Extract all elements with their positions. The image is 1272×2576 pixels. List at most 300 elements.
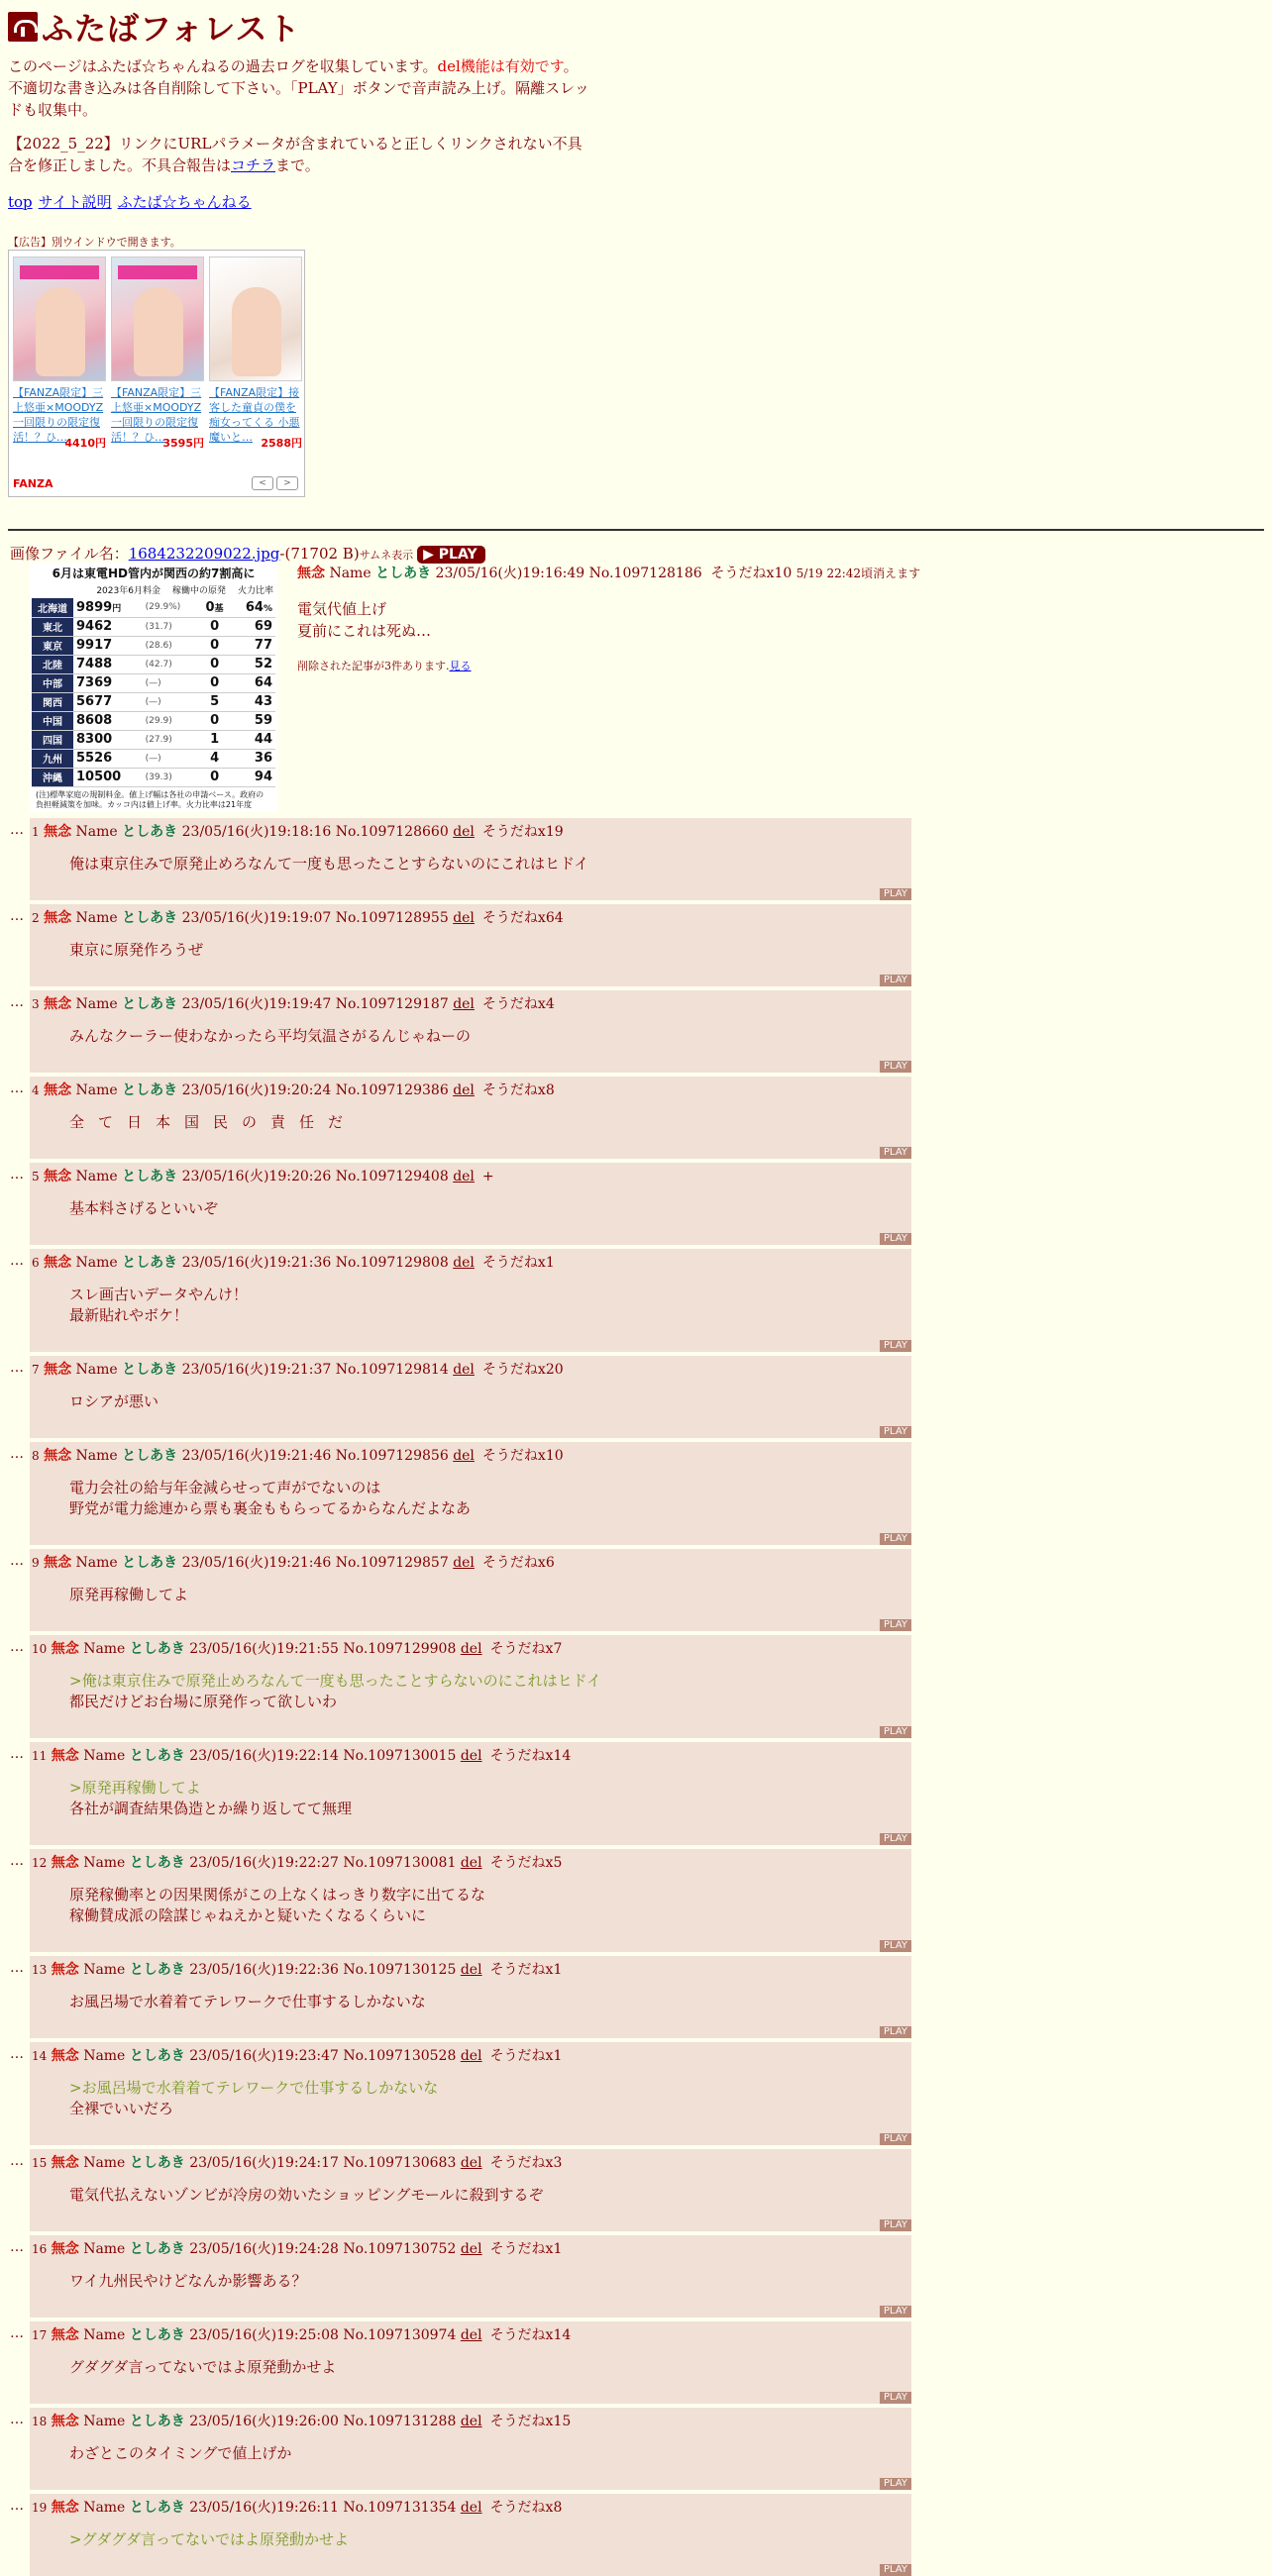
divider [8, 529, 1264, 531]
reply-dots-icon: … [10, 1960, 24, 1976]
op-text-line: 電気代値上げ [297, 600, 387, 618]
thumb-sub-col: 火力比率 [237, 586, 273, 596]
site-notice [8, 133, 592, 176]
ad-product-image[interactable] [111, 257, 204, 381]
reply-soudane[interactable]: そうだねx1 [489, 2241, 563, 2257]
reply-header [30, 1849, 911, 1873]
reply-text [69, 1198, 911, 1219]
reply-post-number: No.1097129187 [335, 996, 449, 1012]
thumb-price: 9462 [76, 619, 113, 634]
reply-subject: 無念 [44, 1082, 72, 1098]
reply-box [30, 1077, 911, 1159]
reply-play-button[interactable]: PLAY [880, 2133, 911, 2145]
reply-post-number: No.1097130752 [343, 2241, 457, 2257]
thumb-reactor-cell [198, 730, 231, 749]
thumb-reactor-cell [198, 749, 231, 768]
thumb-reactor-cell [198, 692, 231, 711]
reply-play-button[interactable]: PLAY [880, 2026, 911, 2038]
reply-del-link[interactable]: del [453, 996, 475, 1012]
reply-text-line: グダグダ言ってないではよ原発動かせよ [69, 2358, 337, 2376]
reply-play-button[interactable]: PLAY [880, 1426, 911, 1438]
reply-dots-icon: … [10, 822, 24, 838]
reply-subject: 無念 [44, 996, 72, 1012]
reply-soudane[interactable]: そうだねx1 [489, 1962, 563, 1978]
reply-number: 15 [32, 2156, 48, 2170]
reply-text-line: みんなクーラー使わなかったら平均気温さがるんじゃねーの [69, 1027, 472, 1045]
reply-quote-line: >原発再稼働してよ [69, 1779, 201, 1797]
reply-subject: 無念 [51, 2500, 79, 2516]
reply-soudane[interactable]: そうだねx15 [489, 2414, 572, 2429]
site-intro [8, 55, 592, 121]
ad-item[interactable] [13, 257, 106, 451]
ad-item[interactable] [111, 257, 204, 451]
thumb-reactor-unit: 基 [214, 603, 224, 614]
thumb-thermal: 77 [254, 638, 272, 653]
fanza-logo[interactable]: FANZA [13, 477, 53, 490]
reply-play-button[interactable]: PLAY [880, 2478, 911, 2490]
reply-box [30, 1849, 911, 1952]
reply-text [69, 2443, 911, 2464]
reply-date: 23/05/16(火)19:22:14 [189, 1748, 339, 1764]
reply-name: としあき [129, 2155, 185, 2171]
thumb-thermal: 94 [254, 770, 272, 784]
reply-date: 23/05/16(火)19:21:55 [189, 1641, 339, 1657]
reply-name-label: Name [83, 1855, 126, 1871]
reply-del-link[interactable]: del [460, 1962, 482, 1978]
reply-number: 11 [32, 1749, 48, 1763]
reply-name: としあき [129, 2327, 185, 2343]
reply-number: 10 [32, 1642, 48, 1656]
reply-name-label: Name [75, 1255, 118, 1271]
reply-soudane[interactable]: そうだねx7 [489, 1641, 563, 1657]
reply-text-line: 各社が調査結果偽造とか繰り返してて無理 [69, 1800, 353, 1817]
reply-del-link[interactable]: del [453, 1255, 475, 1271]
reply-soudane[interactable]: そうだねx14 [489, 2327, 572, 2343]
reply-del-link[interactable]: del [460, 1855, 482, 1871]
reply-name: としあき [122, 824, 178, 840]
deleted-text: 削除された記事が3件あります. [297, 660, 450, 672]
reply-name-label: Name [83, 2048, 126, 2064]
reply-play-button[interactable]: PLAY [880, 1147, 911, 1159]
reply-header [30, 2042, 911, 2066]
reply-header [30, 2149, 911, 2173]
reply-text-line: 都民だけどお台場に原発作って欲しいわ [69, 1693, 338, 1710]
reply-date: 23/05/16(火)19:22:36 [189, 1962, 339, 1978]
reply-text [69, 1671, 911, 1712]
reply-del-link[interactable]: del [453, 1082, 475, 1098]
reply-play-button[interactable]: PLAY [880, 2564, 911, 2576]
reply-dots-icon: … [10, 1553, 24, 1569]
reply-date: 23/05/16(火)19:21:46 [181, 1555, 332, 1571]
thumb-reactor-cell [198, 636, 231, 655]
reply-soudane[interactable]: そうだねx8 [481, 1082, 555, 1098]
op-expire: 5/19 22:42頃消えます [795, 567, 921, 580]
reply-soudane[interactable]: そうだねx6 [481, 1555, 555, 1571]
reply-number: 8 [32, 1449, 40, 1463]
reply-del-link[interactable]: del [460, 2048, 482, 2064]
reply-dots-icon: … [10, 2498, 24, 2514]
reply-subject: 無念 [51, 1748, 79, 1764]
reply-number: 9 [32, 1556, 40, 1570]
reply-text-line: ワイ九州民やけどなんか影響ある？ [69, 2272, 307, 2290]
reply-header [30, 2235, 911, 2259]
reply-name: としあき [129, 2241, 185, 2257]
reply-play-button[interactable]: PLAY [880, 1833, 911, 1845]
reply-dots-icon: … [10, 1081, 24, 1096]
thumb-reactor: 1 [210, 732, 220, 747]
reply-name-label: Name [83, 1962, 126, 1978]
reply-soudane[interactable]: そうだねx64 [481, 910, 564, 926]
reply-dots-icon: … [10, 2046, 24, 2062]
reply-name: としあき [122, 996, 178, 1012]
thumb-pct: (42.7) [143, 655, 199, 673]
reply-post-number: No.1097130528 [343, 2048, 457, 2064]
reply-post-number: No.1097130974 [343, 2327, 457, 2343]
reply-soudane[interactable]: そうだねx20 [481, 1362, 564, 1378]
ad-next-button[interactable]: > [276, 476, 298, 490]
reply-date: 23/05/16(火)19:20:24 [181, 1082, 332, 1098]
op-text [297, 598, 991, 642]
reply-del-link[interactable]: del [453, 1362, 475, 1378]
reply-date: 23/05/16(火)19:21:46 [181, 1448, 332, 1464]
reply-text-line: ロシアが悪い [69, 1392, 159, 1410]
thumb-pct: (—) [143, 673, 199, 692]
reply-subject: 無念 [51, 1855, 79, 1871]
thumb-reactor: 0 [210, 619, 220, 634]
reply-box [30, 1249, 911, 1352]
reply-number: 3 [32, 997, 40, 1011]
reply-number: 16 [32, 2242, 48, 2256]
reply-box [30, 2235, 911, 2318]
thumb-reactor-cell [198, 655, 231, 673]
thumb-reactor-cell [198, 673, 231, 692]
nav-top-link[interactable]: top [8, 193, 33, 211]
reply-text [69, 2271, 911, 2292]
reply-del-link[interactable]: del [460, 2241, 482, 2257]
reply-name-label: Name [75, 1362, 118, 1378]
thumb-thermal: 64 [254, 675, 272, 690]
reply-dots-icon: … [10, 1446, 24, 1462]
reply-box [30, 904, 911, 986]
ad-product-price: 3595円 [162, 437, 204, 450]
thumb-row [32, 730, 275, 749]
reply-soudane[interactable]: そうだねx1 [481, 1255, 555, 1271]
reply-post-number: No.1097129908 [343, 1641, 457, 1657]
reply-subject: 無念 [51, 1641, 79, 1657]
reply-name-label: Name [83, 2155, 126, 2171]
reply-text-line: 基本料さげるといいぞ [69, 1199, 219, 1217]
op-post [297, 563, 991, 673]
reply-date: 23/05/16(火)19:23:47 [189, 2048, 339, 2064]
reply-subject: 無念 [44, 824, 72, 840]
reply-play-button[interactable]: PLAY [880, 1940, 911, 1952]
reply-post-number: No.1097130125 [343, 1962, 457, 1978]
reply-del-link[interactable]: del [453, 1169, 475, 1185]
site-title: ふたばフォレスト [42, 10, 301, 48]
thumb-price: 9899 [76, 599, 113, 615]
reply-play-button[interactable]: PLAY [880, 1533, 911, 1545]
deleted-show-link[interactable]: 見る [449, 660, 472, 672]
thumb-reactor-cell [198, 768, 231, 786]
reply-play-button[interactable]: PLAY [880, 1619, 911, 1631]
reply-name: としあき [129, 2048, 185, 2064]
thumb-price-cell [73, 673, 143, 692]
thumb-price-cell [73, 655, 143, 673]
reply-box [30, 818, 911, 900]
reply-text [69, 1391, 911, 1412]
op-soudane[interactable]: そうだねx10 [710, 566, 793, 581]
thumb-pct: (28.6) [143, 636, 199, 655]
thumb-reactor: 0 [210, 770, 220, 784]
reply-play-button[interactable]: PLAY [880, 1061, 911, 1073]
reply-del-link[interactable]: del [460, 1641, 482, 1657]
reply-dots-icon: … [10, 994, 24, 1010]
reply-quote-line: >お風呂場で水着着てテレワークで仕事するしかないな [69, 2079, 439, 2097]
reply-name-label: Name [75, 824, 118, 840]
reply-soudane[interactable]: そうだねx8 [489, 2500, 563, 2516]
thumb-price: 7369 [76, 675, 113, 690]
reply-dots-icon: … [10, 2239, 24, 2255]
thumb-sub-col: 2023年6月料金 [96, 586, 160, 596]
reply-text [69, 2185, 911, 2206]
reply-header [30, 1635, 911, 1659]
thumb-thermal-cell [231, 636, 275, 655]
reply-name-label: Name [83, 2414, 126, 2429]
nav-about-link[interactable]: サイト説明 [38, 193, 112, 211]
thumb-pct: (31.7) [143, 617, 199, 636]
reply-play-button[interactable]: PLAY [880, 1340, 911, 1352]
op-header [297, 563, 991, 582]
thumb-reactor: 0 [210, 675, 220, 690]
reply-box [30, 1742, 911, 1845]
file-label: 画像ファイル名： [10, 545, 129, 563]
reply-text [69, 2078, 911, 2119]
reply-header [30, 904, 911, 928]
reply-dots-icon: … [10, 1639, 24, 1655]
thumb-thermal-cell [231, 673, 275, 692]
reply-name: としあき [122, 1255, 178, 1271]
reply-text [69, 2529, 911, 2550]
reply-name-label: Name [75, 1169, 118, 1185]
reply-header [30, 1956, 911, 1980]
thumb-region: 四国 [32, 730, 73, 749]
reply-date: 23/05/16(火)19:21:37 [181, 1362, 332, 1378]
thumb-subtitle [30, 583, 277, 596]
thumb-thermal-cell [231, 617, 275, 636]
thumb-thermal: 64 [245, 599, 264, 615]
thumb-reactor: 5 [210, 694, 220, 709]
reply-header [30, 2408, 911, 2431]
notice-tail: まで。 [275, 156, 320, 174]
op-play-button[interactable]: ▶ PLAY [417, 546, 484, 564]
thumb-price-cell [73, 598, 143, 617]
thumb-row [32, 768, 275, 786]
reply-name: としあき [122, 1362, 178, 1378]
reply-text-line: わざとこのタイミングで値上げか [69, 2444, 292, 2462]
thumb-region: 中部 [32, 673, 73, 692]
thumb-reactor-cell [198, 598, 231, 617]
reply-box [30, 1956, 911, 2038]
op-file-line [10, 543, 485, 564]
thumb-unit: 円 [112, 603, 122, 614]
reply-play-button[interactable]: PLAY [880, 1726, 911, 1738]
reply-post-number: No.1097129856 [335, 1448, 449, 1464]
reply-subject: 無念 [44, 1169, 72, 1185]
reply-name-label: Name [83, 2241, 126, 2257]
thumb-price: 8300 [76, 732, 113, 747]
reply-text-line: 全て日本国民の責任だ [69, 1113, 358, 1131]
thumb-row [32, 636, 275, 655]
reply-text [69, 940, 911, 961]
reply-subject: 無念 [44, 910, 72, 926]
reply-play-button[interactable]: PLAY [880, 2392, 911, 2404]
reply-subject: 無念 [51, 2048, 79, 2064]
reply-del-link[interactable]: del [460, 2327, 482, 2343]
reply-number: 4 [32, 1083, 40, 1097]
reply-text [69, 1478, 911, 1519]
reply-text [69, 1885, 911, 1926]
reply-del-link[interactable]: del [460, 2155, 482, 2171]
thumb-region: 東北 [32, 617, 73, 636]
ad-pager [249, 470, 298, 490]
reply-soudane[interactable]: そうだねx3 [489, 2155, 563, 2171]
ad-product-title[interactable]: 【FANZA限定】三上悠亜×MOODYZ 一回限りの限定復活！？ひ… [111, 386, 202, 444]
thumb-region: 東京 [32, 636, 73, 655]
nav-futaba-link[interactable]: ふたば☆ちゃんねる [117, 193, 252, 211]
thumb-thermal-cell [231, 598, 275, 617]
thumb-table [32, 598, 275, 787]
reply-text-line: 原発再稼働してよ [69, 1586, 189, 1603]
reply-box [30, 1356, 911, 1438]
reply-soudane[interactable]: そうだねx14 [489, 1748, 572, 1764]
thumb-row [32, 617, 275, 636]
reply-text-line: 最新貼れやボケ！ [69, 1306, 189, 1324]
reply-soudane[interactable]: そうだねx10 [481, 1448, 564, 1464]
ad-product-image[interactable] [209, 257, 302, 381]
op-file-link[interactable]: 1684232209022.jpg [128, 545, 280, 563]
thumb-price-cell [73, 711, 143, 730]
reply-subject: 無念 [51, 2414, 79, 2429]
thumb-pct: (—) [143, 692, 199, 711]
reply-post-number: No.1097131354 [343, 2500, 457, 2516]
reply-play-button[interactable]: PLAY [880, 975, 911, 986]
reply-del-link[interactable]: del [460, 1748, 482, 1764]
reply-text-line: 電気代払えないゾンビが冷房の効いたショッピングモールに殺到するぞ [69, 2186, 544, 2204]
thumb-thermal-cell [231, 711, 275, 730]
thumb-price: 5526 [76, 751, 113, 766]
deleted-note [297, 658, 991, 673]
reply-play-button[interactable]: PLAY [880, 1233, 911, 1245]
reply-date: 23/05/16(火)19:22:27 [189, 1855, 339, 1871]
thumb-note: (注)標準家庭の規制料金。値上げ幅は各社の申請ベース。政府の負担軽減策を加味。カッコ内は値上げ率。火力比率は21年度 [36, 789, 265, 809]
reply-play-button[interactable]: PLAY [880, 2219, 911, 2231]
reply-box [30, 2149, 911, 2231]
reply-play-button[interactable]: PLAY [880, 2306, 911, 2318]
reply-text [69, 1112, 911, 1133]
thumb-region: 沖縄 [32, 768, 73, 786]
op-thumbnail[interactable] [30, 563, 277, 812]
del-enabled-text: del機能は有効です [437, 57, 564, 75]
reply-box [30, 2408, 911, 2490]
reply-del-link[interactable]: del [460, 2500, 482, 2516]
reply-text [69, 854, 911, 875]
reply-dots-icon: … [10, 1167, 24, 1183]
thumb-price: 9917 [76, 638, 113, 653]
reply-name-label: Name [75, 1082, 118, 1098]
thumb-price: 7488 [76, 657, 113, 671]
thumb-thermal-unit: % [263, 603, 272, 614]
reply-box [30, 1163, 911, 1245]
reply-box [30, 1635, 911, 1738]
thumb-thermal: 52 [254, 657, 272, 671]
thumb-reactor: 0 [210, 638, 220, 653]
reply-post-number: No.1097129814 [335, 1362, 449, 1378]
thumb-label: サムネ表示 [359, 549, 414, 562]
reply-header [30, 990, 911, 1014]
reply-dots-icon: … [10, 1253, 24, 1269]
thumb-thermal-cell [231, 655, 275, 673]
ad-product-title[interactable]: 【FANZA限定】三上悠亜×MOODYZ 一回限りの限定復活！？ひ… [13, 386, 104, 444]
thumb-price-cell [73, 617, 143, 636]
bug-report-link[interactable]: コチラ [231, 156, 276, 174]
thumb-price: 10500 [76, 770, 122, 784]
reply-del-link[interactable]: del [453, 1448, 475, 1464]
thumb-reactor-cell [198, 711, 231, 730]
thumb-row [32, 655, 275, 673]
reply-play-button[interactable]: PLAY [880, 888, 911, 900]
reply-name: としあき [129, 1855, 185, 1871]
ad-product-image[interactable] [13, 257, 106, 381]
thumb-reactor: 0 [205, 599, 215, 615]
reply-subject: 無念 [44, 1255, 72, 1271]
reply-del-link[interactable]: del [453, 910, 475, 926]
reply-text-line: 俺は東京住みで原発止めろなんて一度も思ったことすらないのにこれはヒドイ [69, 855, 589, 873]
reply-date: 23/05/16(火)19:18:16 [181, 824, 332, 840]
reply-del-link[interactable]: del [460, 2414, 482, 2429]
reply-header [30, 1742, 911, 1766]
reply-soudane[interactable]: そうだねx1 [489, 2048, 563, 2064]
thumb-reactor: 0 [210, 657, 220, 671]
reply-dots-icon: … [10, 1746, 24, 1762]
reply-del-link[interactable]: del [453, 1555, 475, 1571]
reply-post-number: No.1097128955 [335, 910, 449, 926]
thumb-row [32, 749, 275, 768]
reply-box [30, 1442, 911, 1545]
thumb-region: 九州 [32, 749, 73, 768]
reply-box [30, 2321, 911, 2404]
ad-item[interactable] [209, 257, 302, 451]
reply-number: 12 [32, 1856, 48, 1870]
reply-number: 1 [32, 825, 40, 839]
reply-name: としあき [129, 2500, 185, 2516]
ad-prev-button[interactable]: < [252, 476, 273, 490]
nav-links [8, 191, 258, 212]
thumb-title: 6月は東電HD管内が関西の約7割高に [52, 567, 256, 580]
reply-soudane[interactable]: そうだねx4 [481, 996, 555, 1012]
reply-name: としあき [122, 1082, 178, 1098]
site-logo-icon [8, 12, 38, 42]
reply-name-label: Name [75, 1555, 118, 1571]
reply-date: 23/05/16(火)19:19:47 [181, 996, 332, 1012]
reply-del-link[interactable]: del [453, 824, 475, 840]
reply-text-line: 全裸でいいだろ [69, 2100, 174, 2117]
reply-soudane[interactable]: + [481, 1169, 494, 1185]
reply-soudane[interactable]: そうだねx5 [489, 1855, 563, 1871]
reply-soudane[interactable]: そうだねx19 [481, 824, 564, 840]
reply-number: 6 [32, 1256, 40, 1270]
ad-product-title[interactable]: 【FANZA限定】接客した童貞の僕を痴女ってくる 小悪魔いと… [209, 386, 300, 444]
thumb-price-cell [73, 749, 143, 768]
